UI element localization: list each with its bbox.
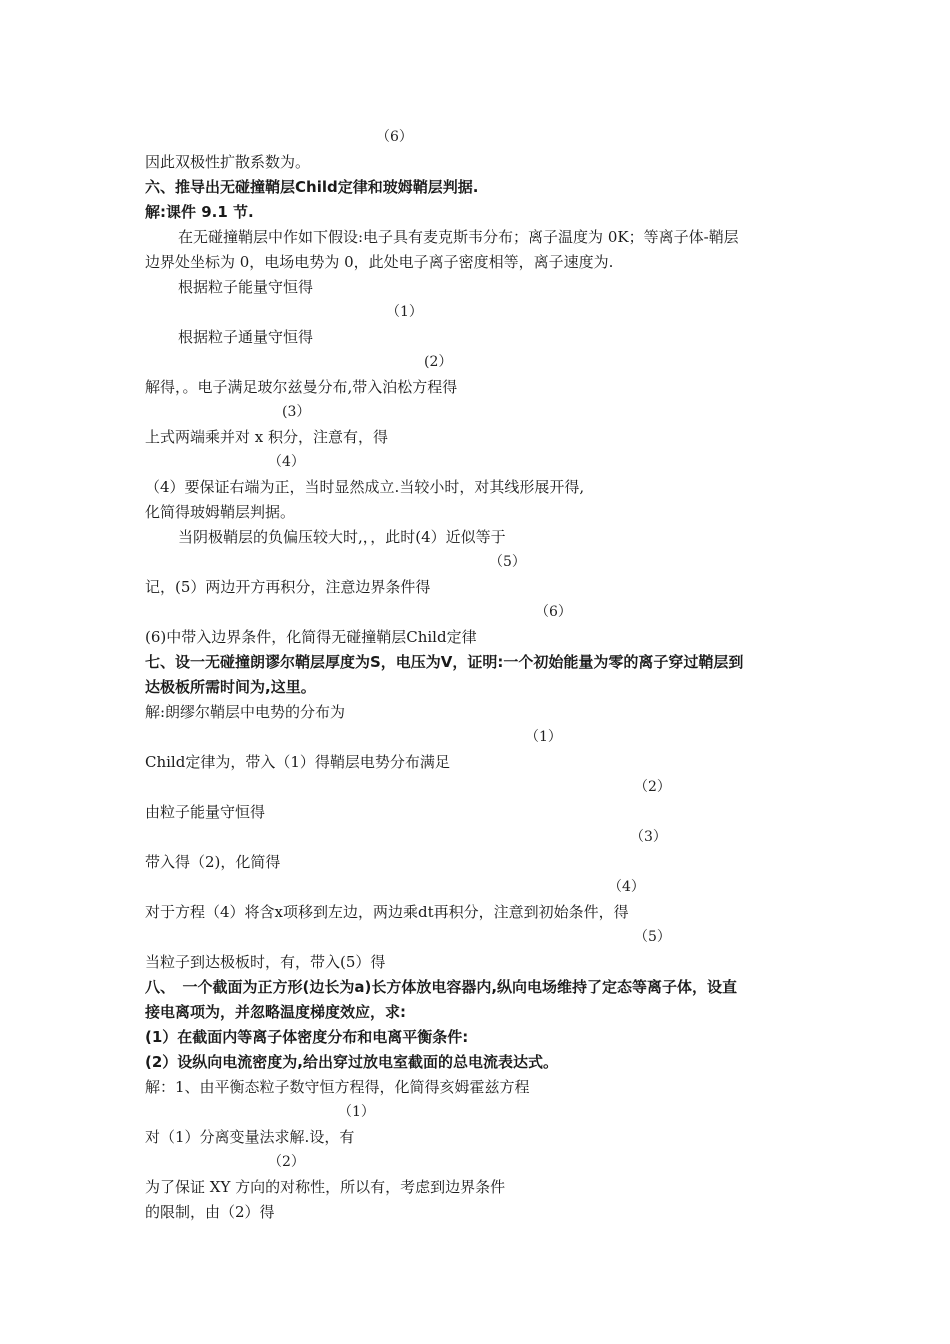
text-line: 带入得（2)，化简得 [145,853,281,871]
question-item: (1）在截面内等离子体密度分布和电离平衡条件: [145,1028,469,1046]
solution-label: 解:课件 9.1 节. [145,203,254,221]
text-line: (6)中带入边界条件，化简得无碰撞鞘层Child定律 [145,628,477,646]
solution-label: 解：1、由平衡态粒子数守恒方程得，化简得亥姆霍兹方程 [145,1078,530,1096]
text-line: 由粒子能量守恒得 [145,803,266,821]
text-line: （4）要保证右端为正，当时显然成立.当较小时，对其线形展开得, [145,478,585,496]
text-line: 上式两端乘并对 x 积分，注意有，得 [145,428,388,446]
section-heading: 七、设一无碰撞朗谬尔鞘层厚度为S，电压为V，证明:一个初始能量为零的离子穿过鞘层到 [145,653,744,671]
text-line: Child定律为，带入（1）得鞘层电势分布满足 [145,753,450,771]
equation-number: (3） [282,404,311,420]
section-heading: 八、 一个截面为正方形(边长为a)长方体放电容器内,纵向电场维持了定态等离子体，设直 [145,978,738,996]
section-heading: 达极板所需时间为,这里。 [145,678,316,696]
text-line: 记，(5）两边开方再积分，注意边界条件得 [145,578,431,596]
equation-number: （6） [376,129,413,145]
section-heading: 接电离项为，并忽略温度梯度效应，求: [145,1003,407,1021]
question-item: (2）设纵向电流密度为,给出穿过放电室截面的总电流表达式。 [145,1053,558,1071]
equation-number: (2） [424,354,453,370]
equation-number: （1） [525,729,562,745]
text-line: 为了保证 XY 方向的对称性，所以有，考虑到边界条件 [145,1178,506,1196]
text-line: 根据粒子能量守恒得 [178,278,314,296]
text-line: 解得，。电子满足玻尔兹曼分布,带入泊松方程得 [145,378,458,396]
text-line: 当粒子到达极板时，有，带入(5）得 [145,953,386,971]
text-line: 在无碰撞鞘层中作如下假设:电子具有麦克斯韦分布；离子温度为 0K；等离子体-鞘层 [178,228,739,246]
equation-number: （6） [535,604,572,620]
text-line: 对（1）分离变量法求解.设，有 [145,1128,355,1146]
section-heading: 六、推导出无碰撞鞘层Child定律和玻姆鞘层判据. [145,178,479,196]
equation-number: （3） [630,829,667,845]
equation-number: （2） [634,779,671,795]
equation-number: （4） [608,879,645,895]
text-line: 因此双极性扩散系数为。 [145,153,311,171]
equation-number: （4） [268,454,305,470]
text-line: 对于方程（4）将含x项移到左边，两边乘dt再积分，注意到初始条件，得 [145,903,629,921]
equation-number: （1） [386,304,423,320]
equation-number: （2） [268,1154,305,1170]
equation-number: （5） [489,554,526,570]
text-line: 边界处坐标为 0，电场电势为 0，此处电子离子密度相等，离子速度为. [145,253,614,271]
text-line: 化简得玻姆鞘层判据。 [145,503,296,521]
solution-label: 解:朗缪尔鞘层中电势的分布为 [145,703,346,721]
text-line: 当阴极鞘层的负偏压较大时,，，此时(4）近似等于 [178,528,506,546]
text-line: 根据粒子通量守恒得 [178,328,314,346]
text-line: 的限制，由（2）得 [145,1203,275,1221]
equation-number: （5） [634,929,671,945]
equation-number: （1） [338,1104,375,1120]
